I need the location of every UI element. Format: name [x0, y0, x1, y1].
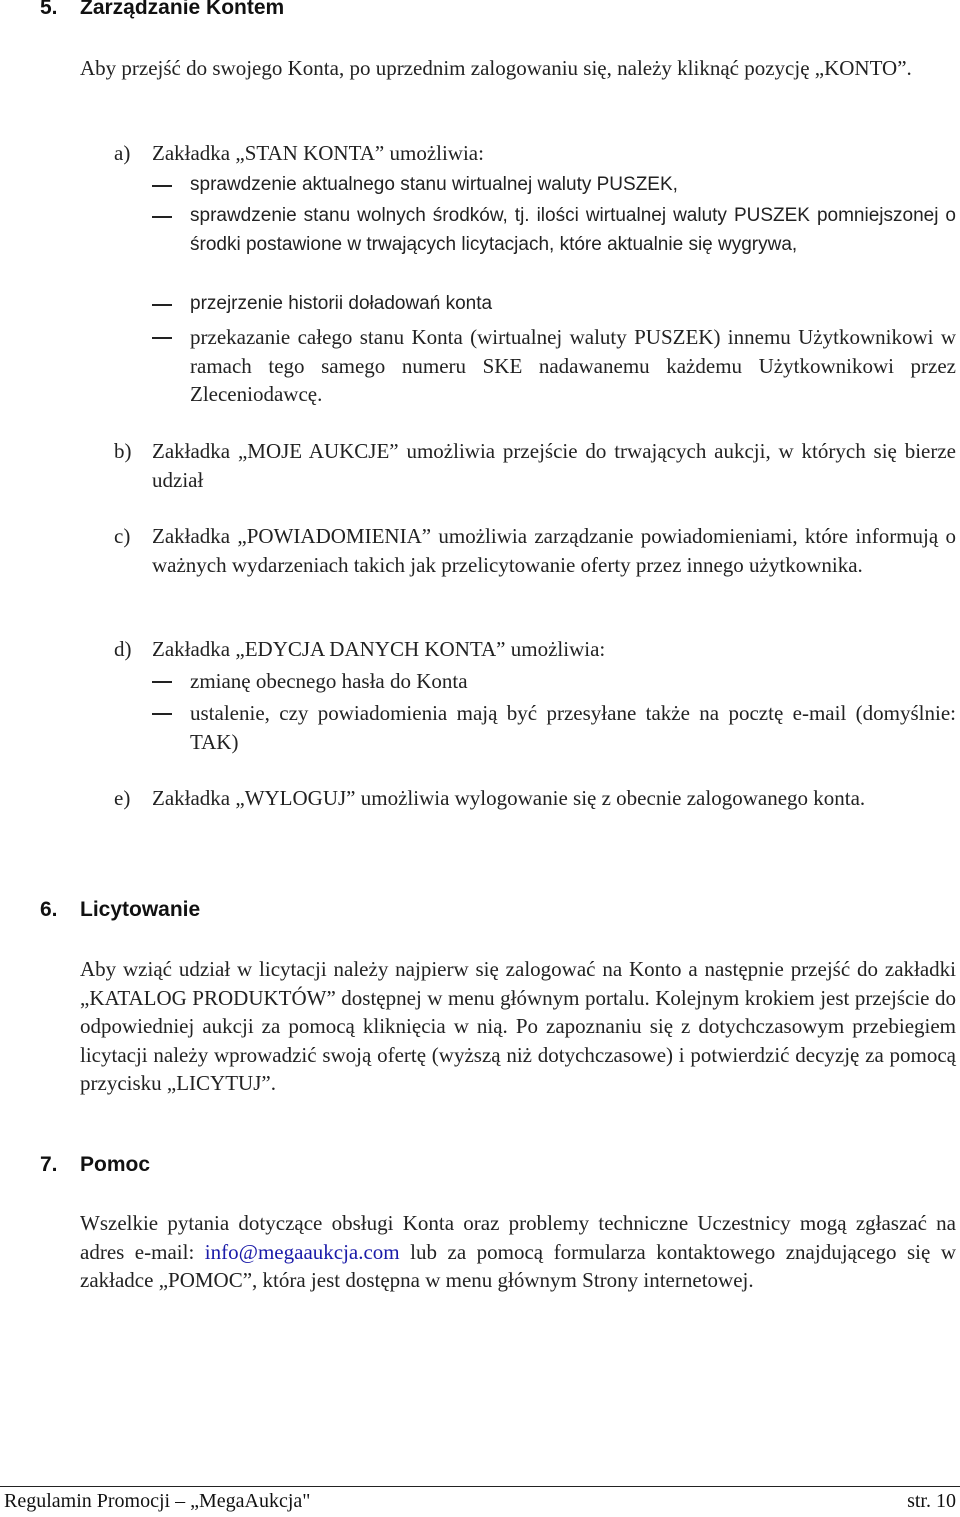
item-label: b): [114, 439, 132, 463]
bullet-text: zmianę obecnego hasła do Konta: [190, 669, 468, 693]
section-6-heading: [40, 898, 200, 922]
dash-marker: [152, 216, 172, 218]
bullet-d-1: [152, 667, 956, 696]
bullet-text: przekazanie całego stanu Konta (wirtualnej waluty PUSZEK) innemu Użytkownikowi w ramach tego samego numeru SKE nadawanemu każdemu Użytkownikowi przez Zleceniodawcę.: [190, 325, 956, 406]
item-d: [114, 635, 956, 664]
dash-marker: [152, 304, 172, 306]
help-text-before: Wszelkie pytania dotyczące obsługi Konta oraz problemy techniczne Uczestnicy mogą zgłaszać na adres e-mail:: [80, 1211, 956, 1264]
bullet-a-1: [152, 171, 956, 200]
section-5-intro: Aby przejść do swojego Konta, po uprzednim zalogowaniu się, należy kliknąć pozycję „KONTO”.: [80, 56, 912, 80]
section-number: 7.: [40, 1153, 58, 1176]
email-link[interactable]: info@megaaukcja.com: [204, 1239, 400, 1264]
item-text: Zakładka „POWIADOMIENIA” umożliwia zarządzanie powiadomieniami, które informują o ważnych wydarzeniach takich jak przelicytowanie oferty przez innego użytkownika.: [152, 524, 956, 577]
section-title: Licytowanie: [80, 898, 201, 921]
section-6-text: Aby wziąć udział w licytacji należy najpierw się zalogować na Konto a następnie przejść do zakładki „KATALOG PRODUKTÓW” dostępnej w menu głównym portalu. Kolejnym krokiem jest przejście do odpowiedniej aukcji za pomocą kliknięcia w nią. Po zapoznaniu się z dotychczasowym przebiegiem licytacji należy wprowadzić swoją ofertę (wyższą niż dotychczasowe) i potwierdzić decyzję za pomocą przycisku „LICYTUJ”.: [80, 957, 956, 1095]
item-label: d): [114, 637, 132, 661]
dash-marker: [152, 185, 172, 187]
footer-divider: [0, 1486, 960, 1487]
section-title: Zarządzanie Kontem: [80, 0, 285, 19]
item-text: Zakładka „WYLOGUJ” umożliwia wylogowanie się z obecnie zalogowanego konta.: [152, 786, 866, 810]
bullet-text: sprawdzenie stanu wolnych środków, tj. ilości wirtualnej waluty PUSZEK pomniejszonej o środki postawione w trwających licytacjach, które aktualnie się wygrywa,: [190, 205, 956, 255]
section-5-heading: [40, 0, 284, 20]
item-a: [114, 139, 956, 168]
section-7-heading: [40, 1153, 150, 1177]
section-title: Pomoc: [80, 1153, 151, 1176]
bullet-a-4: [152, 323, 956, 409]
item-e: [114, 784, 956, 813]
bullet-text: przejrzenie historii doładowań konta: [190, 293, 493, 314]
item-text: Zakładka „STAN KONTA” umożliwia:: [152, 141, 484, 165]
footer-title: Regulamin Promocji – „MegaAukcja": [4, 1490, 311, 1512]
page-number: str. 10: [907, 1490, 956, 1512]
bullet-a-2: [152, 202, 956, 259]
item-c: [114, 522, 956, 579]
bullet-d-2: [152, 699, 956, 756]
section-number: 6.: [40, 898, 58, 921]
section-7-text: [80, 1209, 956, 1295]
bullet-a-3: [152, 290, 956, 319]
dash-marker: [152, 681, 172, 683]
help-text-after: lub za pomocą formularza kontaktowego znajdującego się w zakładce „POMOC”, która jest dostępna w menu głównym Strony internetowej.: [80, 1239, 956, 1292]
bullet-text: sprawdzenie aktualnego stanu wirtualnej waluty PUSZEK,: [190, 174, 678, 195]
item-label: a): [114, 141, 131, 165]
item-text: Zakładka „MOJE AUKCJE” umożliwia przejście do trwających aukcji, w których się bierze udział: [152, 439, 956, 492]
dash-marker: [152, 713, 172, 715]
item-label: e): [114, 786, 131, 810]
dash-marker: [152, 337, 172, 339]
item-b: [114, 437, 956, 494]
bullet-text: ustalenie, czy powiadomienia mają być przesyłane także na pocztę e-mail (domyślnie: TAK): [190, 701, 956, 754]
item-text: Zakładka „EDYCJA DANYCH KONTA” umożliwia:: [152, 637, 606, 661]
section-number: 5.: [40, 0, 58, 19]
item-label: c): [114, 524, 131, 548]
